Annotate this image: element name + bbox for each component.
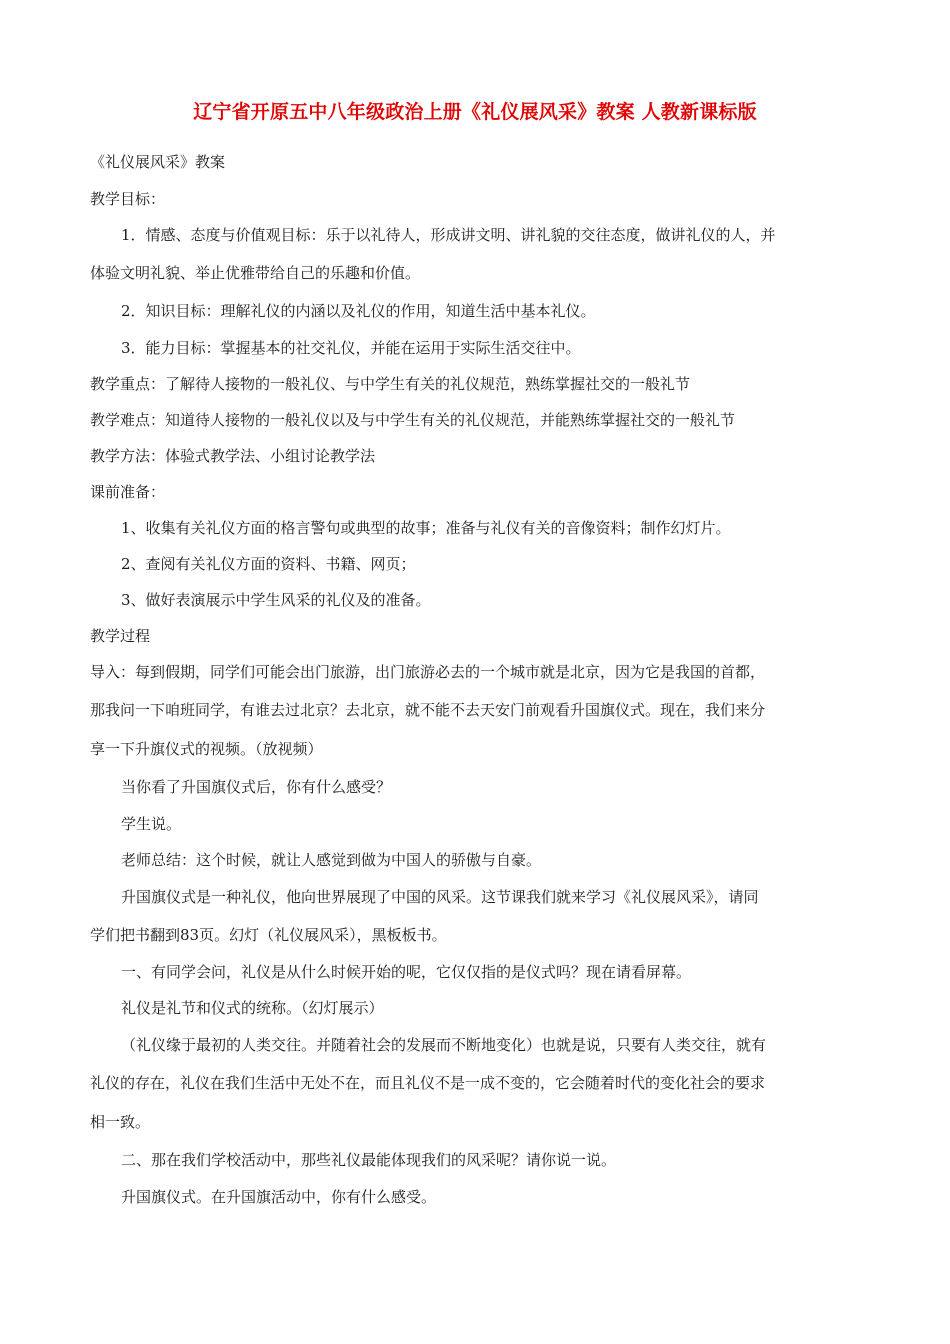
paragraph-line: 教学重点：了解待人接物的一般礼仪、与中学生有关的礼仪规范，熟练掌握社交的一般礼节 [90,375,691,393]
paragraph-line: 享一下升旗仪式的视频。（放视频） [90,740,323,758]
paragraph-line: （礼仪缘于最初的人类交往。并随着社会的发展而不断地变化）也就是说，只要有人类交往，就有 [121,1036,767,1054]
section-heading-process: 教学过程 [90,627,151,645]
paragraph-line: 体验文明礼貌、举止优雅带给自己的乐趣和价值。 [90,264,421,282]
paragraph-line: 礼仪是礼节和仪式的统称。（幻灯展示） [121,999,384,1017]
paragraph-line: 教学难点：知道待人接物的一般礼仪以及与中学生有关的礼仪规范，并能熟练掌握社交的一般礼节 [90,411,736,429]
paragraph-line: 老师总结：这个时候，就让人感觉到做为中国人的骄傲与自豪。 [121,851,542,869]
paragraph-line: 教学方法：体验式教学法、小组讨论教学法 [90,447,376,465]
section-heading-objectives: 教学目标： [90,190,166,208]
paragraph-line: 1、收集有关礼仪方面的格言警句或典型的故事；准备与礼仪有关的音像资料；制作幻灯片。 [121,519,731,537]
paragraph-line: 相一致。 [90,1113,151,1131]
section-heading-preparation: 课前准备： [90,483,166,501]
document-title: 辽宁省开原五中八年级政治上册《礼仪展风采》教案 人教新课标版 [193,101,757,123]
paragraph-line: 二、那在我们学校活动中，那些礼仪最能体现我们的风采呢？请你说一说。 [121,1151,617,1169]
paragraph-line: 学们把书翻到83页。幻灯（礼仪展风采），黑板板书。 [90,926,447,944]
paragraph-line: 3．能力目标：掌握基本的社交礼仪，并能在运用于实际生活交往中。 [121,339,581,357]
paragraph-line: 升国旗仪式是一种礼仪，他向世界展现了中国的风采。这节课我们就来学习《礼仪展风采》，请同 [121,888,759,906]
paragraph-line: 2、查阅有关礼仪方面的资料、书籍、网页； [121,555,416,573]
paragraph-line: 导入：每到假期，同学们可能会出门旅游，出门旅游必去的一个城市就是北京，因为它是我国的首都， [90,663,766,681]
paragraph-line: 当你看了升国旗仪式后，你有什么感受？ [121,778,392,796]
paragraph-line: 1．情感、态度与价值观目标：乐于以礼待人，形成讲文明、讲礼貌的交往态度，做讲礼仪的人，并 [121,226,776,244]
paragraph-line: 礼仪的存在，礼仪在我们生活中无处不在，而且礼仪不是一成不变的，它会随着时代的变化社会的要求 [90,1074,766,1092]
document-subtitle: 《礼仪展风采》教案 [90,153,226,171]
paragraph-line: 2．知识目标：理解礼仪的内涵以及礼仪的作用，知道生活中基本礼仪。 [121,302,596,320]
paragraph-line: 一、有同学会问，礼仪是从什么时候开始的呢，它仅仅指的是仪式吗？现在请看屏幕。 [121,963,692,981]
paragraph-line: 3、做好表演展示中学生风采的礼仪及的准备。 [121,591,431,609]
paragraph-line: 升国旗仪式。在升国旗活动中，你有什么感受。 [121,1188,437,1206]
paragraph-line: 学生说。 [121,815,182,833]
paragraph-line: 那我问一下咱班同学，有谁去过北京？去北京，就不能不去天安门前观看升国旗仪式。现在，我们来分 [90,701,766,719]
